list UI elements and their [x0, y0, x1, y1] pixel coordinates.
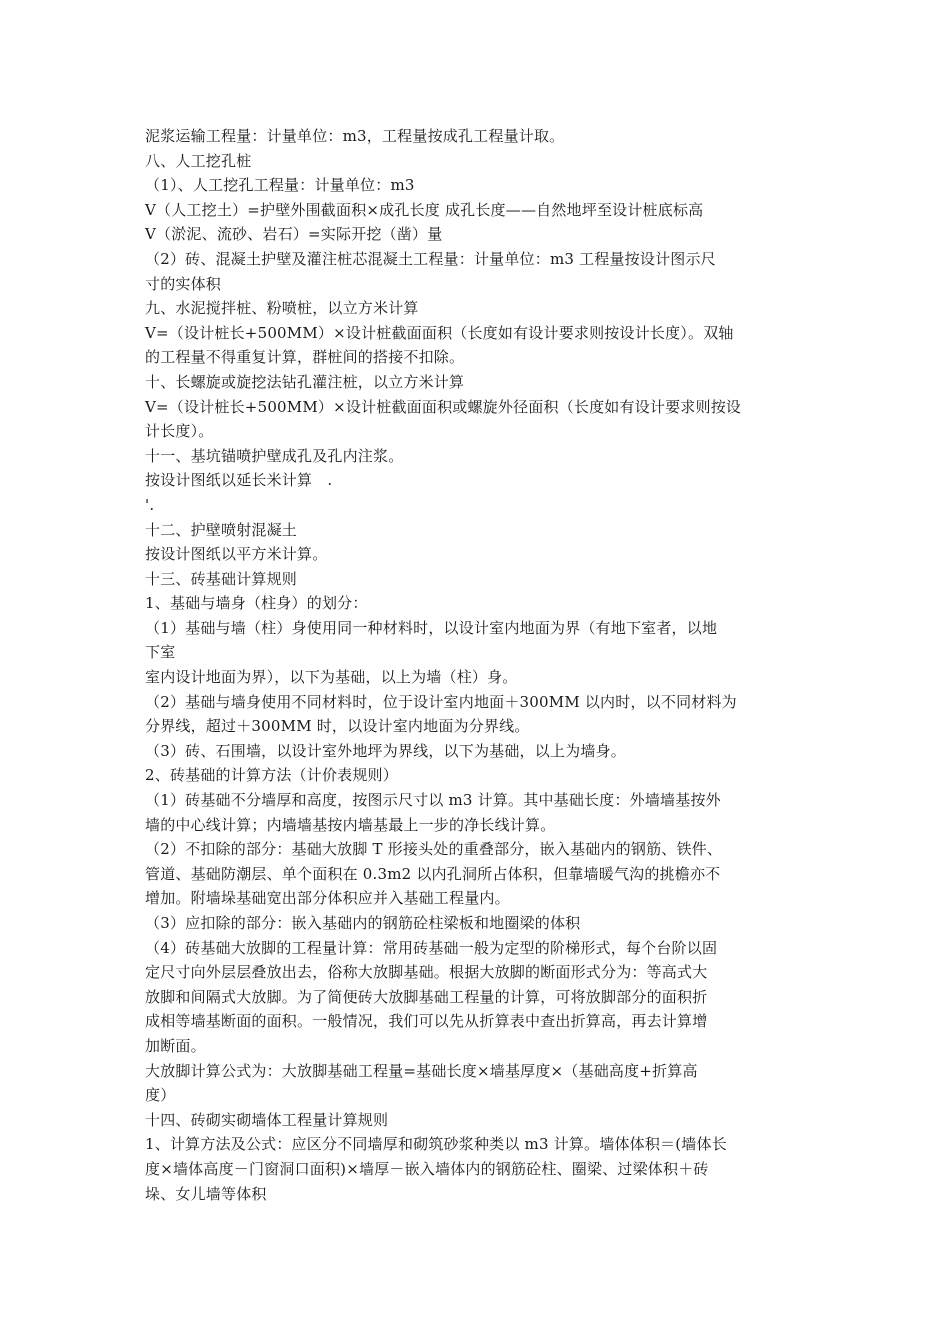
text-line: （1）砖基础不分墙厚和高度，按图示尺寸以 m3 计算。其中基础长度：外墙墙基按外: [145, 791, 721, 810]
text-line: 定尺寸向外层层叠放出去，俗称大放脚基础。根据大放脚的断面形式分为：等高式大: [145, 963, 708, 982]
text-line: （3）应扣除的部分：嵌入基础内的钢筋砼柱梁板和地圈梁的体积: [145, 914, 581, 932]
text-line: 管道、基础防潮层、单个面积在 0.3m2 以内孔洞所占体积，但靠墙暖气沟的挑檐亦不: [145, 864, 721, 883]
subsection-heading: 2、砖基础的计算方法（计价表规则）: [145, 766, 398, 785]
text-line: 泥浆运输工程量：计量单位：m3，工程量按成孔工程量计取。: [145, 127, 565, 145]
text-line: V=（设计桩长+500MM）×设计桩截面面积（长度如有设计要求则按设计长度）。双轴: [145, 323, 734, 342]
document-body: [145, 124, 805, 1206]
text-line: （2）基础与墙身使用不同材料时，位于设计室内地面＋300MM 以内时，以不同材料为: [145, 692, 737, 711]
text-line: 下室: [145, 643, 176, 662]
section-heading: 十三、砖基础计算规则: [145, 569, 298, 588]
text-line: 度）: [145, 1086, 176, 1105]
text-line: 墙的中心线计算；内墙墙基按内墙基最上一步的净长线计算。: [145, 815, 556, 834]
text-line: 放脚和间隔式大放脚。为了简便砖大放脚基础工程量的计算，可将放脚部分的面积折: [145, 987, 708, 1006]
text-line: 成相等墙基断面的面积。一般情况，我们可以先从折算表中查出折算高，再去计算增: [145, 1012, 708, 1031]
text-line: 按设计图纸以平方米计算。: [145, 545, 328, 564]
text-line: 分界线，超过＋300MM 时，以设计室内地面为分界线。: [145, 717, 530, 736]
text-line: 室内设计地面为界），以下为基础，以上为墙（柱）身。: [145, 668, 518, 687]
text-line: 增加。附墙垛基础宽出部分体积应并入基础工程量内。: [145, 889, 510, 908]
text-line: 寸的实体积: [145, 274, 222, 293]
section-heading: 十二、护壁喷射混凝土: [145, 520, 298, 539]
text-line: V（人工挖土）=护壁外围截面积×成孔长度 成孔长度——自然地坪至设计桩底标高: [145, 200, 704, 219]
text-line: 计长度）。: [145, 422, 214, 441]
text-line: 垛、女儿墙等体积: [145, 1184, 267, 1203]
text-line: 大放脚计算公式为：大放脚基础工程量=基础长度×墙基厚度×（基础高度+折算高: [145, 1061, 698, 1080]
section-heading: 十四、砖砌实砌墙体工程量计算规则: [145, 1110, 389, 1129]
text-line: 度×墙体高度－门窗洞口面积)×墙厚－嵌入墙体内的钢筋砼柱、圈梁、过梁体积＋砖: [145, 1159, 709, 1178]
text-line: （3）砖、石围墙，以设计室外地坪为界线，以下为基础，以上为墙身。: [145, 741, 626, 760]
text-line: 按设计图纸以延长米计算 .: [145, 471, 333, 490]
text-line: （2）不扣除的部分：基础大放脚 T 形接头处的重叠部分，嵌入基础内的钢筋、铁件、: [145, 840, 723, 859]
text-line: 1、计算方法及公式：应区分不同墙厚和砌筑砂浆种类以 m3 计算。墙体体积＝(墙体长: [145, 1135, 727, 1154]
text-line: （4）砖基础大放脚的工程量计算：常用砖基础一般为定型的阶梯形式，每个台阶以固: [145, 938, 718, 957]
section-heading: 十、长螺旋或旋挖法钻孔灌注桩，以立方米计算: [145, 372, 465, 391]
text-line: （1）、人工挖孔工程量：计量单位：m3: [145, 176, 415, 195]
section-heading: 九、水泥搅拌桩、粉喷桩，以立方米计算: [145, 299, 419, 318]
text-line: '.: [145, 495, 155, 514]
section-heading: 十一、基坑锚喷护壁成孔及孔内注浆。: [145, 446, 404, 465]
text-line: V（淤泥、流砂、岩石）=实际开挖（凿）量: [145, 225, 443, 244]
text-line: 加断面。: [145, 1036, 206, 1055]
text-line: 的工程量不得重复计算，群桩间的搭接不扣除。: [145, 348, 465, 367]
subsection-heading: 1、基础与墙身（柱身）的划分：: [145, 594, 368, 613]
text-line: （1）基础与墙（柱）身使用同一种材料时，以设计室内地面为界（有地下室者，以地: [145, 618, 718, 637]
section-heading: 八、人工挖孔桩: [145, 151, 252, 170]
text-line: （2）砖、混凝土护壁及灌注桩芯混凝土工程量：计量单位：m3 工程量按设计图示尺: [145, 249, 716, 268]
text-line: V=（设计桩长+500MM）×设计桩截面面积或螺旋外径面积（长度如有设计要求则按设: [145, 397, 742, 416]
